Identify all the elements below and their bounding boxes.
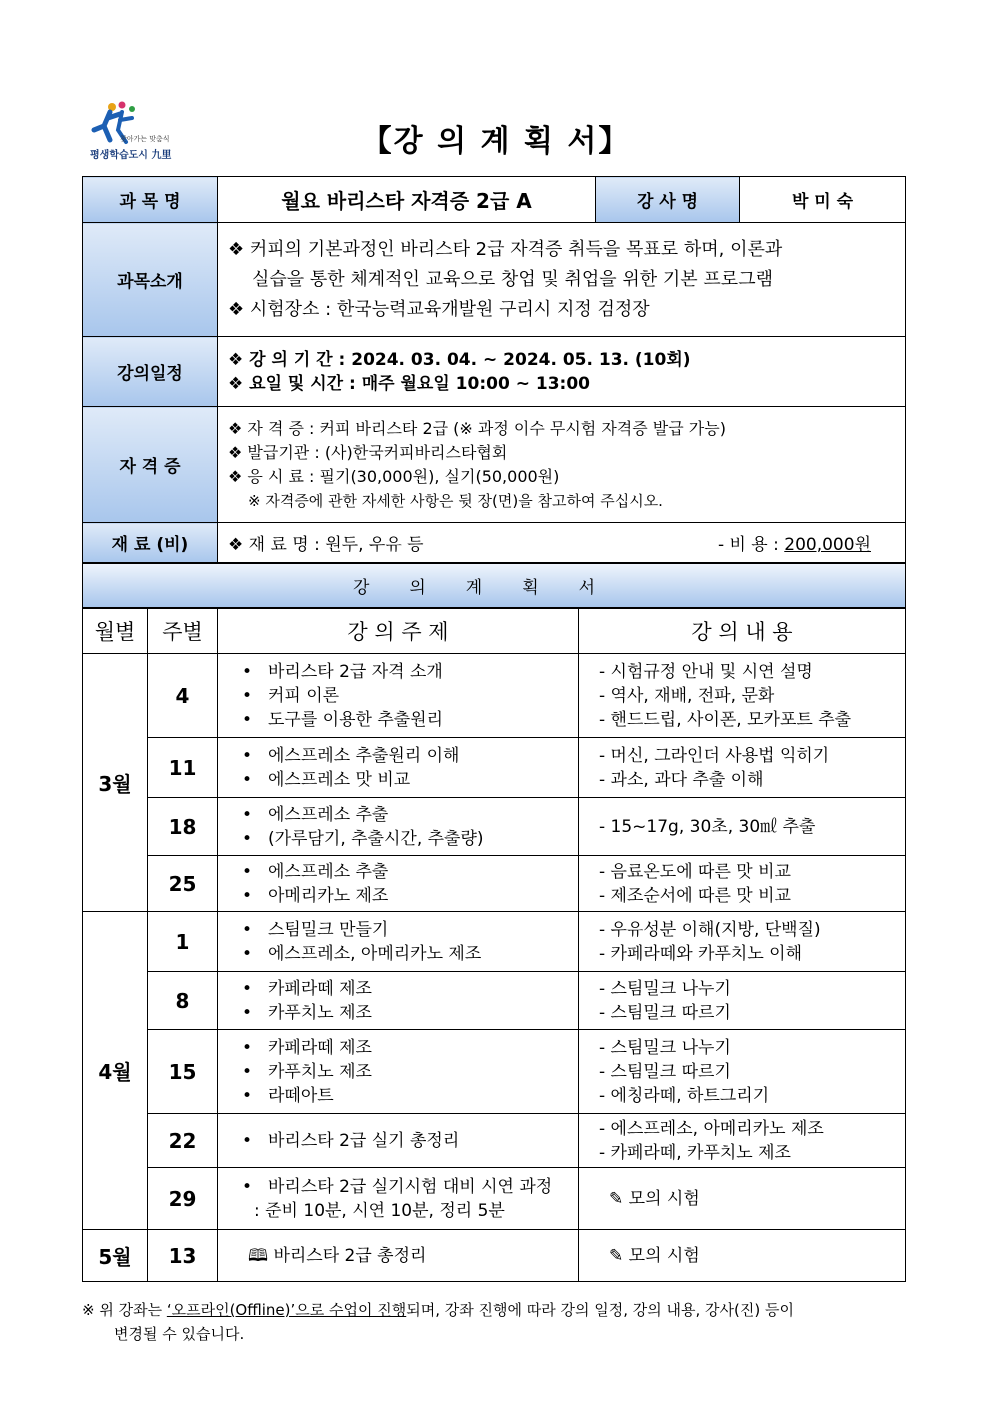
content-item: - 우유성분 이해(지방, 단백질) bbox=[599, 919, 821, 940]
certificate-line: ❖ 자 격 증 : 커피 바리스타 2급 (※ 과정 이수 무시험 자격증 발급 가능) bbox=[228, 418, 726, 438]
content-item: - 카페라떼와 카푸치노 이해 bbox=[599, 943, 802, 964]
topic-item: 카푸치노 제조 bbox=[268, 1061, 372, 1082]
lecture-plan-banner-row bbox=[83, 563, 906, 608]
schedule-value bbox=[218, 337, 906, 407]
certificate-row bbox=[83, 407, 906, 523]
subject-label: 과 목 명 bbox=[83, 177, 218, 223]
column-week: 주별 bbox=[148, 608, 218, 654]
content-cell bbox=[579, 912, 906, 972]
material-label: 재 료 (비) bbox=[83, 523, 218, 563]
topic-cell: • 스팀밀크 만들기 • 에스프레소, 아메리카노 제조 bbox=[218, 912, 579, 972]
week-cell: 22 bbox=[148, 1114, 218, 1168]
topic-cell: • 에스프레소 추출 • (가루담기, 추출시간, 추출량) bbox=[218, 798, 579, 856]
topic-item: 에스프레소 추출 bbox=[268, 861, 389, 882]
table-row bbox=[83, 798, 906, 856]
schedule-line: ❖ 요일 및 시간 : 매주 월요일 10:00 ~ 13:00 bbox=[228, 373, 590, 394]
content-item: - 핸드드립, 사이폰, 모카포트 추출 bbox=[599, 709, 852, 730]
content-cell bbox=[579, 738, 906, 798]
certificate-line: ❖ 발급기관 : (사)한국커피바리스타협회 bbox=[228, 442, 508, 462]
logo-tagline: 찾아가는 맞춤식 bbox=[120, 135, 170, 143]
subject-row bbox=[83, 177, 906, 223]
document-title: 【강 의 계 획 서】 bbox=[361, 124, 631, 159]
content-item: - 15~17g, 30초, 30㎖ 추출 bbox=[599, 816, 816, 837]
content-cell bbox=[579, 1114, 906, 1168]
schedule-line: ❖ 강 의 기 간 : 2024. 03. 04. ~ 2024. 05. 13. (10회) bbox=[228, 349, 691, 370]
table-row bbox=[83, 1114, 906, 1168]
topic-cell: • 카페라떼 제조 • 카푸치노 제조 bbox=[218, 972, 579, 1030]
material-row bbox=[83, 523, 906, 563]
table-row bbox=[83, 654, 906, 738]
certificate-note: ※ 자격증에 관한 자세한 사항은 뒷 장(면)을 참고하여 주십시오. bbox=[248, 491, 663, 510]
intro-line: ❖ 커피의 기본과정인 바리스타 2급 자격증 취득을 목표로 하며, 이론과 bbox=[228, 238, 783, 260]
logo-city-name: 평생학습도시 九里 bbox=[90, 150, 172, 161]
week-cell: 8 bbox=[148, 972, 218, 1030]
topic-cell: • 바리스타 2급 실기 총정리 bbox=[218, 1114, 579, 1168]
content-cell bbox=[579, 972, 906, 1030]
content-item: - 에칭라떼, 하트그리기 bbox=[599, 1085, 770, 1106]
intro-label: 과목소개 bbox=[83, 223, 218, 337]
lecture-plan-banner: 강의계획서 bbox=[83, 563, 906, 608]
content-item: - 시험규정 안내 및 시연 설명 bbox=[599, 661, 813, 682]
content-item: - 에스프레소, 아메리카노 제조 bbox=[599, 1118, 824, 1139]
table-row bbox=[83, 856, 906, 912]
certificate-line: ❖ 응 시 료 : 필기(30,000원), 실기(50,000원) bbox=[228, 466, 560, 486]
lecture-plan-table bbox=[82, 562, 906, 1282]
subject-value: 월요 바리스타 자격증 2급 A bbox=[218, 177, 596, 223]
content-item: - 머신, 그라인더 사용법 익히기 bbox=[599, 745, 830, 766]
footer-text: 되며, 강좌 진행에 따라 강의 일정, 강의 내용, 강사(진) 등이 bbox=[406, 1301, 794, 1319]
week-cell: 15 bbox=[148, 1030, 218, 1114]
content-cell bbox=[579, 798, 906, 856]
topic-item: 카페라떼 제조 bbox=[268, 1037, 372, 1058]
topic-item: 라떼아트 bbox=[268, 1085, 334, 1106]
cost-label: - 비 용 : bbox=[717, 535, 779, 555]
topic-item: 바리스타 2급 실기 총정리 bbox=[268, 1130, 460, 1151]
table-row bbox=[83, 1030, 906, 1114]
topic-item: 카푸치노 제조 bbox=[268, 1002, 372, 1023]
topic-item: 바리스타 2급 실기시험 대비 시연 과정 bbox=[268, 1176, 553, 1197]
week-cell: 11 bbox=[148, 738, 218, 798]
week-cell: 25 bbox=[148, 856, 218, 912]
week-cell: 4 bbox=[148, 654, 218, 738]
instructor-label: 강 사 명 bbox=[596, 177, 740, 223]
topic-cell: • 카페라떼 제조 • 카푸치노 제조 • 라떼아트 bbox=[218, 1030, 579, 1114]
content-item: - 음료온도에 따른 맛 비교 bbox=[599, 861, 791, 882]
month-cell: 5월 bbox=[83, 1230, 148, 1282]
topic-item: 도구를 이용한 추출원리 bbox=[268, 709, 444, 730]
content-item: - 스팀밀크 따르기 bbox=[599, 1061, 731, 1082]
week-cell: 29 bbox=[148, 1168, 218, 1230]
topic-cell: • 에스프레소 추출 • 아메리카노 제조 bbox=[218, 856, 579, 912]
topic-cell: • 에스프레소 추출원리 이해 • 에스프레소 맛 비교 bbox=[218, 738, 579, 798]
column-header-row bbox=[83, 608, 906, 654]
table-row bbox=[83, 972, 906, 1030]
topic-item: (가루담기, 추출시간, 추출량) bbox=[268, 828, 484, 849]
material-value bbox=[218, 523, 906, 563]
schedule-row bbox=[83, 337, 906, 407]
content-item: - 제조순서에 따른 맛 비교 bbox=[599, 885, 791, 906]
instructor-value: 박 미 숙 bbox=[740, 177, 906, 223]
footer-line-2: 변경될 수 있습니다. bbox=[114, 1325, 245, 1343]
topic-cell bbox=[218, 1230, 579, 1282]
intro-line: 실습을 통한 체계적인 교육으로 창업 및 취업을 위한 기본 프로그램 bbox=[252, 268, 773, 290]
footer-note bbox=[82, 1298, 912, 1346]
content-item: - 과소, 과다 추출 이해 bbox=[599, 769, 764, 790]
topic-item: 스팀밀크 만들기 bbox=[268, 919, 389, 940]
content-item: - 스팀밀크 따르기 bbox=[599, 1002, 731, 1023]
column-month: 월별 bbox=[83, 608, 148, 654]
material-cost bbox=[718, 530, 905, 555]
content-item: - 스팀밀크 나누기 bbox=[599, 978, 731, 999]
intro-value bbox=[218, 223, 906, 337]
course-info-table bbox=[82, 176, 906, 563]
schedule-label: 강의일정 bbox=[83, 337, 218, 407]
table-row bbox=[83, 1168, 906, 1230]
content-cell bbox=[579, 856, 906, 912]
content-item: - 스팀밀크 나누기 bbox=[599, 1037, 731, 1058]
topic-item: 에스프레소 맛 비교 bbox=[268, 769, 411, 790]
footer-underlined: ‘오프라인(Offline)’으로 수업이 진행 bbox=[166, 1301, 407, 1319]
content-item: - 카페라떼, 카푸치노 제조 bbox=[599, 1142, 791, 1163]
column-topic: 강 의 주 제 bbox=[218, 608, 579, 654]
topic-item: 아메리카노 제조 bbox=[268, 885, 389, 906]
table-row bbox=[83, 1230, 906, 1282]
topic-sub-item: : 준비 10분, 시연 10분, 정리 5분 bbox=[254, 1200, 505, 1221]
topic-item: 🕮 바리스타 2급 총정리 bbox=[248, 1245, 427, 1266]
week-cell: 18 bbox=[148, 798, 218, 856]
week-cell: 1 bbox=[148, 912, 218, 972]
table-row bbox=[83, 738, 906, 798]
table-row bbox=[83, 912, 906, 972]
week-cell: 13 bbox=[148, 1230, 218, 1282]
content-item: - 역사, 재배, 전파, 문화 bbox=[599, 685, 775, 706]
content-cell bbox=[579, 1230, 906, 1282]
topic-cell: • 바리스타 2급 실기시험 대비 시연 과정 : 준비 10분, 시연 10분, 정리 5분 bbox=[218, 1168, 579, 1230]
content-cell bbox=[579, 1030, 906, 1114]
topic-cell: • 바리스타 2급 자격 소개 • 커피 이론 • 도구를 이용한 추출원리 bbox=[218, 654, 579, 738]
topic-item: 바리스타 2급 자격 소개 bbox=[268, 661, 443, 682]
topic-item: 커피 이론 bbox=[268, 685, 340, 706]
topic-item: 에스프레소, 아메리카노 제조 bbox=[268, 943, 482, 964]
content-cell bbox=[579, 1168, 906, 1230]
intro-line: ❖ 시험장소 : 한국능력교육개발원 구리시 지정 검정장 bbox=[228, 298, 650, 320]
topic-item: 에스프레소 추출 bbox=[268, 804, 389, 825]
material-name: ❖ 재 료 명 : 원두, 우유 등 bbox=[228, 535, 424, 555]
intro-row bbox=[83, 223, 906, 337]
certificate-value bbox=[218, 407, 906, 523]
certificate-label: 자 격 증 bbox=[83, 407, 218, 523]
column-content: 강 의 내 용 bbox=[579, 608, 906, 654]
month-cell: 4월 bbox=[83, 912, 148, 1230]
content-item: ✎ 모의 시험 bbox=[609, 1188, 700, 1209]
topic-item: 에스프레소 추출원리 이해 bbox=[268, 745, 460, 766]
topic-item: 카페라떼 제조 bbox=[268, 978, 372, 999]
cost-value: 200,000원 bbox=[784, 535, 871, 555]
month-cell: 3월 bbox=[83, 654, 148, 912]
content-cell bbox=[579, 654, 906, 738]
footer-text: ※ 위 강좌는 bbox=[82, 1301, 167, 1319]
content-item: ✎ 모의 시험 bbox=[609, 1245, 700, 1266]
